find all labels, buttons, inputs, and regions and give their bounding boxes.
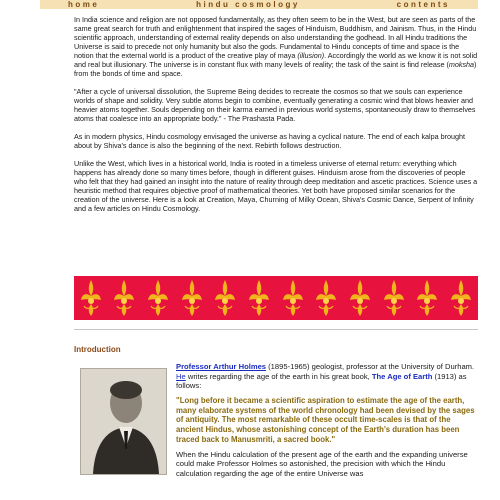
introduction-text: [176, 362, 478, 484]
lotus-ornament-icon: [113, 278, 135, 318]
portrait-image: [81, 369, 166, 474]
decorative-lotus-banner: [74, 276, 478, 320]
top-nav-bar: [40, 0, 478, 9]
lotus-ornament-icon: [450, 278, 472, 318]
paragraph-prashasta-pada-quote: "After a cycle of universal dissolution, the Supreme Being decides to recreate the cosmos so that we souls can experience worlds of shape and solidity. Very subtle atoms begin to combine, eventually generating a cosmic wind that blows heavier and heavier atoms together. Souls depending on their karma earned in previous world systems, spontaneously draw to themselves atoms that coalesce into an appropriate body." - The Prashasta Pada.: [74, 87, 476, 123]
lotus-ornament-icon: [383, 278, 405, 318]
portrait-photo: [80, 368, 167, 475]
nav-contents-link[interactable]: contents: [396, 0, 450, 9]
holmes-quote: "Long before it became a scientific aspiration to estimate the age of the earth, many elaborate systems of the world chronology had been devised by the sages of antiquity. The most remarkable of these occult time-scales is that of the ancient Hindus, whose astonishing concept of the Earth's duration has been traced back to Manusmriti, a sacred book.": [176, 395, 475, 444]
nav-title-link[interactable]: hindu cosmology: [196, 0, 300, 9]
section-divider: [74, 329, 478, 330]
paragraph-science-religion: In India science and religion are not opposed fundamentally, as they often seem to be in the West, but are seen as parts of the same great search for truth and enlightenment that inspired the sages of Hinduism, Buddhism, and Jainism. Thus, in the Hindu scientific approach, understanding of external reality depends on also understanding the godhead. In all Hindu traditions the Universe is said to precede not only humanity but also the gods. Fundamental to Hindu concepts of time and space is the notion that the external world is a product of the creative play of maya (illusion). Accordingly the world as we know it is not solid and real but illusionary. The universe is in constant flux with many levels of reality; the task of the saint is find release (moksha) from the bonds of time and space.: [74, 15, 478, 78]
lotus-ornament-icon: [80, 278, 102, 318]
paragraph-eternal-return: Unlike the West, which lives in a historical world, India is rooted in a timeless universe of eternal return: everything which happens has already done so many times before, though in different guises. Hinduism arose from the discoveries of people who felt that they had gained an insight into the nature of reality through deep meditation and ascetic practices. Science uses a heuristic method that requires objective proof of mathematical theories. Yet both have proposed similar scenarios for the creation of the universe. Here is a look at Creation, Maya, Churning of Milky Ocean, Shiva's Cosmic Dance, Serpent of Infinity and a few articles on Hindu Cosmology.: [74, 159, 478, 213]
lotus-ornament-icon: [315, 278, 337, 318]
lotus-ornament-icon: [214, 278, 236, 318]
lotus-ornament-icon: [349, 278, 371, 318]
section-heading-introduction: Introduction: [74, 345, 121, 354]
lotus-ornament-icon: [181, 278, 203, 318]
lotus-ornament-icon: [416, 278, 438, 318]
arthur-holmes-link[interactable]: Professor Arthur Holmes: [176, 362, 267, 371]
lotus-ornament-icon: [147, 278, 169, 318]
nav-home-link[interactable]: home: [68, 0, 100, 9]
paragraph-cyclical-nature: As in modern physics, Hindu cosmology envisaged the universe as having a cyclical nature. The end of each kalpa brought about by Shiva's dance is also the beginning of the next. Rebirth follows destruction.: [74, 132, 466, 150]
lotus-ornament-icon: [282, 278, 304, 318]
intro-paragraph: Professor Arthur Holmes (1895-1965) geologist, professor at the University of Durham. He writes regarding the age of the earth in his great book, The Age of Earth (1913) as follows:: [176, 362, 475, 391]
article-body: [74, 15, 478, 222]
lotus-ornament-icon: [248, 278, 270, 318]
intro-continuation: When the Hindu calculation of the present age of the earth and the expanding universe could make Professor Holmes so astonished, the precision with which the Hindu calculation regarding the age of the entire Universe was: [176, 449, 468, 478]
he-link[interactable]: He: [176, 371, 186, 381]
book-title: The Age of Earth: [371, 371, 433, 381]
